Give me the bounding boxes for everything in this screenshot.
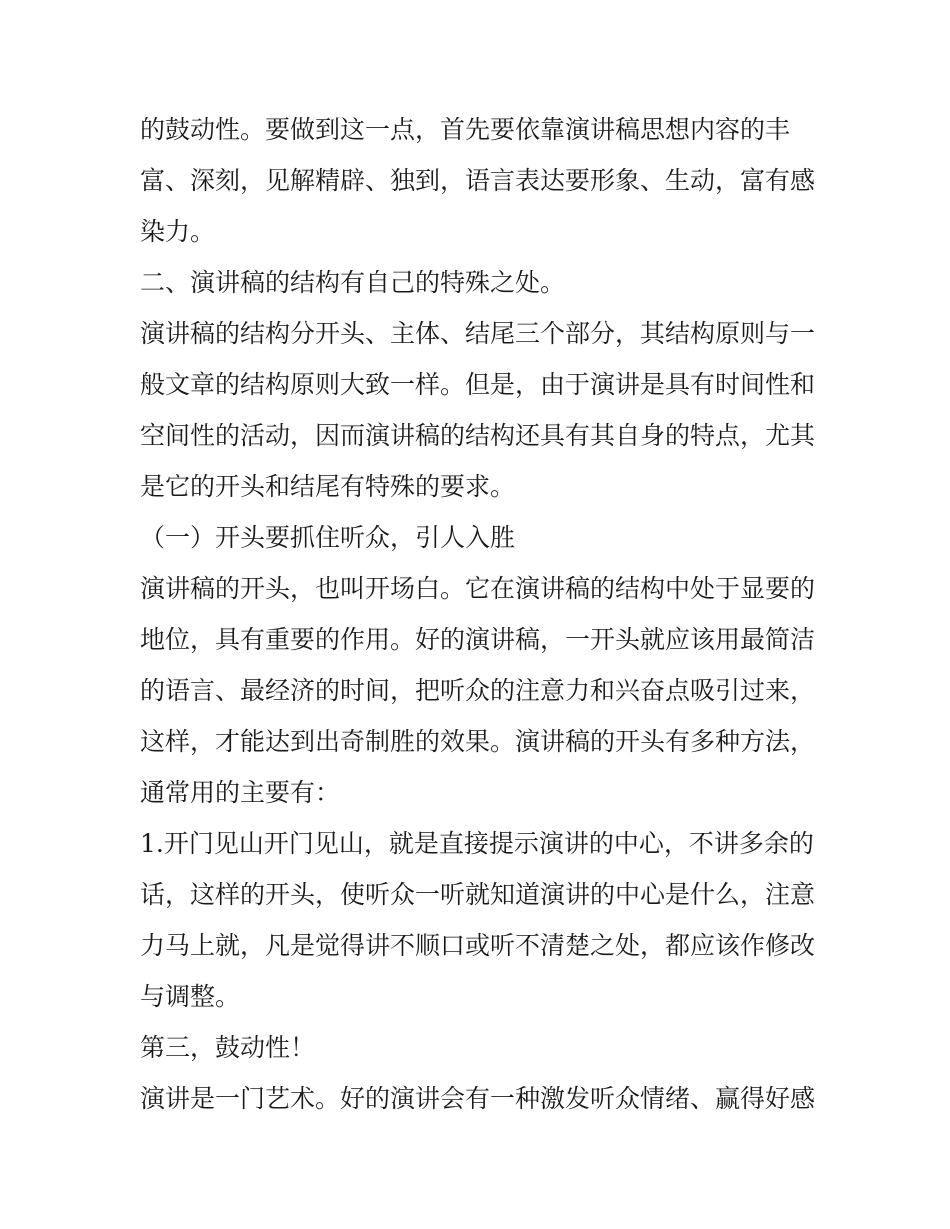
text-line: 与调整。: [140, 982, 241, 1011]
text-line: 般文章的结构原则大致一样。但是，由于演讲是具有时间性和: [140, 370, 816, 399]
text-line: 演讲是一门艺术。好的演讲会有一种激发听众情绪、赢得好感: [140, 1084, 816, 1113]
text-line: 染力。: [140, 217, 216, 246]
text-line: 的语言、最经济的时间，把听众的注意力和兴奋点吸引过来，: [140, 676, 816, 705]
text-line: 空间性的活动，因而演讲稿的结构还具有其自身的特点，尤其: [140, 421, 816, 450]
point-heading: 第三，鼓动性！: [140, 1033, 316, 1062]
text-line: 地位，具有重要的作用。好的演讲稿，一开头就应该用最简洁: [140, 625, 816, 654]
section-heading: 二、演讲稿的结构有自己的特殊之处。: [140, 268, 566, 297]
text-line: 通常用的主要有：: [140, 778, 341, 807]
text-line: 的鼓动性。要做到这一点，首先要依靠演讲稿思想内容的丰: [140, 115, 791, 144]
text-line: 演讲稿的结构分开头、主体、结尾三个部分，其结构原则与一: [140, 319, 816, 348]
text-line: 演讲稿的开头，也叫开场白。它在演讲稿的结构中处于显要的: [140, 574, 816, 603]
text-line: 这样，才能达到出奇制胜的效果。演讲稿的开头有多种方法，: [140, 727, 816, 756]
text-line: 是它的开头和结尾有特殊的要求。: [140, 472, 516, 501]
text-line: 力马上就，凡是觉得讲不顺口或听不清楚之处，都应该作修改: [140, 931, 816, 960]
text-line: 话，这样的开头，使听众一听就知道演讲的中心是什么，注意: [140, 880, 816, 909]
list-item-line: 1.开门见山开门见山，就是直接提示演讲的中心，不讲多余的: [140, 829, 814, 858]
document-body: [140, 104, 820, 1124]
subsection-heading: （一）开头要抓住听众，引人入胜: [140, 523, 516, 552]
text-line: 富、深刻，见解精辟、独到，语言表达要形象、生动，富有感: [140, 166, 816, 195]
